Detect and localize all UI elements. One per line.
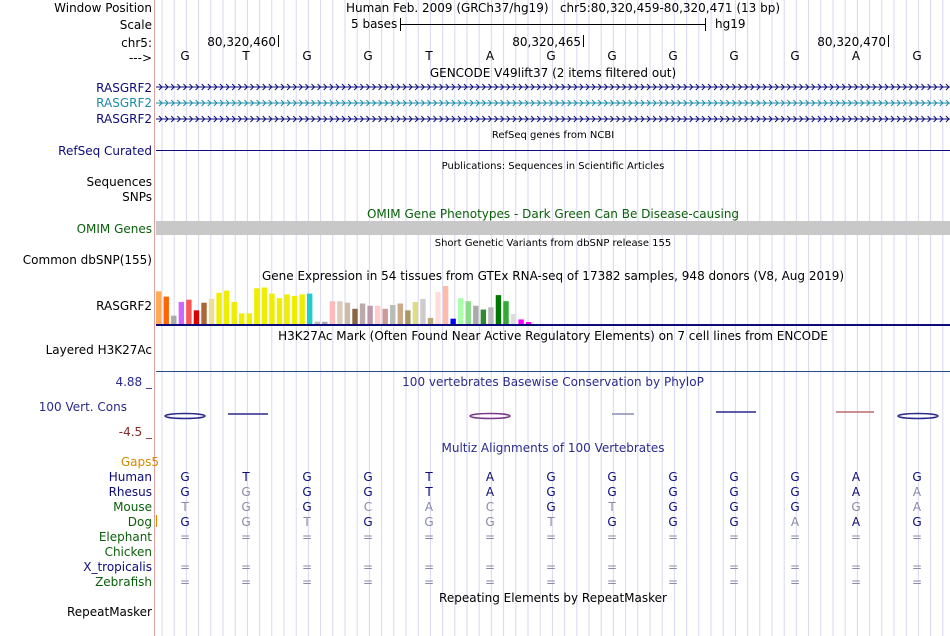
alignment-base: = [423,575,435,589]
reference-base: T [242,49,250,63]
alignment-base: = [240,560,252,574]
alignment-base: G [241,485,251,499]
gtex-tissue-bar [443,286,448,324]
phylop-max-label: 4.88 _ [115,375,152,389]
alignment-base: T [608,500,616,514]
alignment-base: A [485,485,495,499]
multiz-gap-mark [156,515,157,527]
gtex-tissue-bar [284,294,289,324]
alignment-base: = [789,575,801,589]
alignment-base: G [729,485,739,499]
refseq-track-title[interactable]: RefSeq genes from NCBI [491,130,615,141]
alignment-base: = [850,530,862,544]
h3k27ac-label[interactable]: Layered H3K27Ac [45,343,152,357]
alignment-base: T [242,470,250,484]
gtex-tissue-bar [239,313,244,324]
alignment-base: G [241,500,251,514]
phylop-peak-1 [165,414,205,419]
alignment-base: = [789,560,801,574]
alignment-base: A [424,500,434,514]
alignment-base: = [606,530,618,544]
alignment-base: = [179,575,191,589]
alignment-base: A [912,500,922,514]
alignment-base: = [606,560,618,574]
reference-base: G [668,49,678,63]
gtex-tissue-bar [390,305,395,324]
gtex-tissue-bar [315,322,320,324]
reference-base: G [180,49,190,63]
alignment-base: G [668,485,678,499]
publications-track-title[interactable]: Publications: Sequences in Scientific Articles [441,161,665,172]
alignment-base: G [424,515,434,529]
alignment-base: G [363,470,373,484]
gencode-track-title[interactable]: GENCODE V49lift37 (2 items filtered out) [429,66,677,80]
alignment-base: = [484,530,496,544]
omim-label[interactable]: OMIM Genes [76,222,152,236]
gencode-transcripts[interactable] [156,80,950,126]
gtex-track-title[interactable]: Gene Expression in 54 tissues from GTEx RNA-seq of 17382 samples, 948 donors (V8, Aug 2019) [261,269,845,283]
multiz-track-title[interactable]: Multiz Alignments of 100 Vertebrates [441,441,665,455]
alignment-base: = [850,575,862,589]
alignment-base: G [180,470,190,484]
alignment-base: G [668,470,678,484]
gtex-tissue-bar [216,293,221,324]
gtex-tissue-bar [481,310,486,324]
alignment-base: T [303,515,311,529]
scale-bar [400,24,706,25]
reference-base: G [912,49,922,63]
multiz-gaps-label[interactable]: Gaps5 [120,455,159,469]
phylop-track-title[interactable]: 100 vertebrates Basewise Conservation by PhyloP [402,375,704,389]
alignment-base: A [790,515,800,529]
gtex-tissue-bar [194,310,199,324]
reference-base: T [425,49,433,63]
ruler-tick-3 [888,35,889,47]
alignment-base: A [851,515,861,529]
species-label-chicken[interactable]: Chicken [104,545,152,559]
alignment-base: G [912,470,922,484]
dbsnp-track-title[interactable]: Short Genetic Variants from dbSNP release 155 [434,238,672,249]
repeatmasker-track-title[interactable]: Repeating Elements by RepeatMasker [439,591,667,605]
refseq-label[interactable]: RefSeq Curated [58,144,152,158]
gtex-tissue-bar [337,301,342,324]
ruler-position-1: 80,320,460 [207,35,276,49]
reference-base: A [485,49,495,63]
gtex-tissue-bar [254,288,259,324]
gtex-tissue-bar [518,319,523,324]
ruler-tick-1 [278,35,279,47]
alignment-base: G [607,515,617,529]
species-label-rhesus[interactable]: Rhesus [108,485,152,499]
alignment-base: C [363,500,373,514]
phylop-peak-7 [898,414,938,419]
gtex-tissue-bar [352,309,357,324]
reference-base: G [607,49,617,63]
alignment-base: A [851,470,861,484]
gtex-tissue-bar [435,292,440,324]
gtex-tissue-bar [420,299,425,324]
alignment-base: G [546,470,556,484]
strand-label: ---> [128,51,152,65]
alignment-base: = [667,560,679,574]
gtex-tissue-bar [398,303,403,324]
omim-gene-bar[interactable] [156,221,950,235]
gtex-tissue-bar [526,322,531,324]
gtex-tissue-bar [496,295,501,324]
alignment-base: T [547,515,555,529]
alignment-base: G [668,515,678,529]
gtex-tissue-bar [171,316,176,324]
alignment-base: = [240,575,252,589]
gtex-tissue-bar [405,310,410,324]
gtex-tissue-bar [269,294,274,324]
alignment-base: = [362,575,374,589]
alignment-base: G [729,515,739,529]
alignment-base: G [546,485,556,499]
reference-base: A [851,49,861,63]
repeatmasker-label[interactable]: RepeatMasker [66,605,152,619]
alignment-base: = [423,560,435,574]
reference-base: G [546,49,556,63]
alignment-base: = [545,560,557,574]
scale-bar-left-tick [400,18,401,31]
gencode-row-2-label[interactable]: RASGRF2 [96,96,152,110]
alignment-base: = [423,530,435,544]
gencode-row-3-label[interactable]: RASGRF2 [96,112,152,126]
alignment-base: = [301,575,313,589]
alignment-base: = [484,560,496,574]
window-position-label: Window Position [54,1,152,15]
gtex-tissue-bar [360,303,365,324]
gtex-tissue-bar [428,318,433,324]
species-label-dog[interactable]: Dog [127,515,152,529]
omim-track-title[interactable]: OMIM Gene Phenotypes - Dark Green Can Be Disease-causing [366,207,740,221]
alignment-base: G [607,485,617,499]
alignment-base: A [851,485,861,499]
species-label-x_tropicalis[interactable]: X_tropicalis [83,560,152,574]
scale-bar-right-tick [705,18,706,31]
alignment-base: G [668,500,678,514]
gtex-tissue-bar [488,307,493,324]
alignment-base: = [911,560,923,574]
gtex-tissue-bar [367,306,372,324]
gtex-tissue-bar [247,313,252,324]
reference-base: G [302,49,312,63]
alignment-base: = [301,530,313,544]
alignment-base: G [241,515,251,529]
gtex-tissue-bar [224,291,229,324]
gtex-tissue-bar [511,314,516,324]
gtex-bar-chart[interactable] [156,284,950,328]
gtex-tissue-bar [201,303,206,324]
alignment-base: G [912,515,922,529]
alignment-base: = [484,575,496,589]
gtex-tissue-bar [503,301,508,324]
scale-assembly: hg19 [715,17,746,31]
gtex-tissue-bar [413,302,418,324]
alignment-base: G [546,500,556,514]
alignment-base: = [240,530,252,544]
alignment-base: = [545,530,557,544]
alignment-base: = [789,530,801,544]
alignment-base: G [607,470,617,484]
alignment-base: G [180,485,190,499]
alignment-base: C [485,500,495,514]
gtex-tissue-bar [466,301,471,324]
alignment-base: G [302,470,312,484]
alignment-base: = [667,575,679,589]
gtex-tissue-bar [179,302,184,324]
alignment-base: = [362,560,374,574]
phylop-min-label: -4.5 _ [118,425,152,439]
species-label-human[interactable]: Human [108,470,152,484]
alignment-base: = [911,530,923,544]
alignment-base: G [302,485,312,499]
alignment-base: = [728,575,740,589]
gtex-tissue-bar [186,300,191,324]
gtex-tissue-bar [450,319,455,324]
reference-base: G [363,49,373,63]
alignment-base: G [302,500,312,514]
alignment-base: G [180,515,190,529]
phylop-signal[interactable] [156,408,950,424]
alignment-base: = [179,530,191,544]
alignment-base: G [363,485,373,499]
alignment-base: G [790,470,800,484]
ruler-position-3: 80,320,470 [817,35,886,49]
gtex-gene-line [156,324,950,326]
alignment-base: G [790,485,800,499]
gencode-row-1-label[interactable]: RASGRF2 [96,81,152,95]
alignment-base: = [728,560,740,574]
alignment-base: = [850,560,862,574]
alignment-base: = [667,530,679,544]
alignment-base: G [363,515,373,529]
gtex-tissue-bar [209,299,214,324]
alignment-base: T [425,470,433,484]
species-label-mouse[interactable]: Mouse [113,500,152,514]
alignment-base: = [362,530,374,544]
alignment-base: = [606,575,618,589]
phylop-peak-3 [470,414,510,419]
phylop-label[interactable]: 100 Vert. Cons [38,400,127,414]
gtex-tissue-bar [458,298,463,324]
h3k27ac-baseline [156,371,950,372]
scale-bases: 5 bases [351,17,398,31]
reference-base: G [729,49,739,63]
alignment-base: T [425,485,433,499]
scale-label: Scale [119,18,152,32]
dbsnp-label[interactable]: Common dbSNP(155) [22,253,152,267]
species-label-elephant[interactable]: Elephant [98,530,152,544]
alignment-base: = [301,560,313,574]
alignment-base: G [729,500,739,514]
gtex-tissue-bar [322,322,327,324]
alignment-base: = [728,530,740,544]
alignment-base: A [912,485,922,499]
gtex-tissue-bar [292,296,297,324]
gtex-tissue-bar [262,288,267,324]
gtex-tissue-bar [330,301,335,324]
refseq-gene-line[interactable] [156,150,950,151]
chrom-label: chr5: [121,36,152,50]
gtex-tissue-bar [299,294,304,324]
alignment-base: A [485,470,495,484]
gtex-tissue-bar [164,297,169,324]
window-position-value: Human Feb. 2009 (GRCh37/hg19) chr5:80,320,459-80,320,471 (13 bp) [346,1,781,15]
publications-sequences-label[interactable]: Sequences [86,175,152,189]
gtex-tissue-bar [473,306,478,324]
reference-base: G [790,49,800,63]
alignment-base: G [729,470,739,484]
ruler-tick-2 [583,35,584,47]
gtex-label[interactable]: RASGRF2 [96,299,152,313]
ruler-position-2: 80,320,465 [512,35,581,49]
gtex-tissue-bar [383,309,388,324]
gtex-tissue-bar [345,303,350,324]
alignment-base: = [179,560,191,574]
alignment-base: G [485,515,495,529]
alignment-base: G [790,500,800,514]
publications-snps-label[interactable]: SNPs [122,190,152,204]
gtex-tissue-bar [232,302,237,324]
species-label-zebrafish[interactable]: Zebrafish [95,575,152,589]
gtex-tissue-bar [375,306,380,324]
alignment-base: = [911,575,923,589]
label-separator [154,0,155,636]
h3k27ac-track-title[interactable]: H3K27Ac Mark (Often Found Near Active Regulatory Elements) on 7 cell lines from ENCODE [278,329,828,343]
alignment-base: = [545,575,557,589]
gtex-tissue-bar [307,294,312,324]
alignment-base: T [181,500,189,514]
gtex-tissue-bar [156,291,161,324]
gtex-tissue-bar [277,298,282,324]
alignment-base: G [851,500,861,514]
